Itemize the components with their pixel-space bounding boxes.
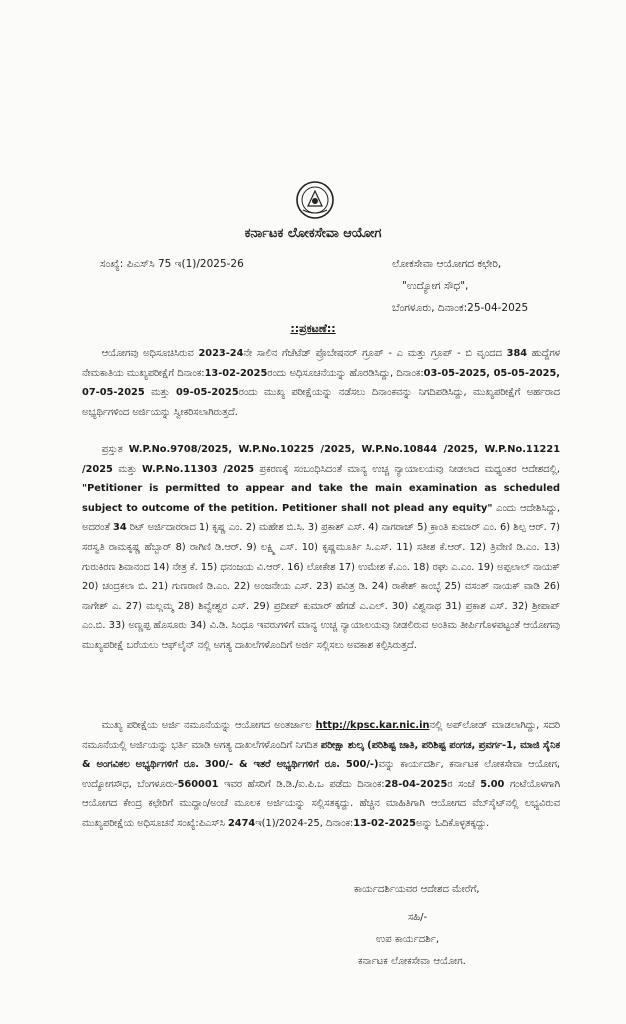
court-order-quote: "Petitioner is permitted to appear and take the main examination as scheduled subject to outcome of the petition. Petitioner shall not plead any equity" (82, 483, 560, 514)
org-title: ಕರ್ನಾಟಕ ಲೋಕಸೇವಾ ಆಯೋಗ (244, 226, 382, 241)
signature-designation: ಉಪ ಕಾರ್ಯದರ್ಶಿ, (376, 934, 440, 945)
exam-fee-details: ಪರೀಕ್ಷಾ ಶುಲ್ಕ (ಪರಿಶಿಷ್ಟ ಜಾತಿ, ಪರಿಶಿಷ್ಟ ಪಂಗಡ, ಪ್ರವರ್ಗ-1, ಮಾಜಿ ಸೈನಿಕ & ಅಂಗವಿಕಲ ಅಭ್ಯರ್ಥಿಗಳಿಗೆ ರೂ. 300/- & ಇತರೆ ಅಭ್ಯರ್ಥಿಗಳಿಗೆ ರೂ. 500/-) (82, 739, 560, 771)
signature-signed: ಸಹಿ/- (408, 912, 428, 923)
reference-number: ಸಂಖ್ಯೆ: ಪಿಎಸ್‌ಸಿ 75 ಇ(1)/2025-26 (100, 258, 244, 270)
notice-heading: ::ಪ್ರಕಟಣೆ:: (290, 322, 336, 335)
signature-order-line: ಕಾರ್ಯದರ್ಶಿಯವರ ಆದೇಶದ ಮೇರೆಗೆ, (354, 884, 480, 895)
date-line: ಬೆಂಗಳೂರು, ದಿನಾಂಕ:25-04-2025 (392, 302, 529, 314)
signature-organization: ಕರ್ನಾಟಕ ಲೋಕಸೇವಾ ಆಯೋಗ. (358, 956, 466, 967)
kpsc-website-link[interactable]: http://kpsc.kar.nic.in (315, 720, 430, 731)
office-address-line-1: ಲೋಕಸೇವಾ ಆಯೋಗದ ಕಛೇರಿ, (392, 258, 502, 270)
kpsc-emblem-icon (295, 180, 335, 220)
paragraph-exam-schedule: ಆಯೋಗವು ಅಧಿಸೂಚಿಸಿರುವ 2023-24ನೇ ಸಾಲಿನ ಗೆಜೆಟೆಡ್ ಪ್ರೊಬೇಷನರ್ ಗ್ರೂಪ್ - ಎ ಮತ್ತು ಗ್ರೂಪ್ - ಬಿ ವೃಂದದ 384 ಹುದ್ದೆಗಳ ನೇಮಕಾತಿಯ ಮುಖ್ಯಪರೀಕ್ಷೆಗೆ ದಿನಾಂಕ:13-02-2025ರಂದು ಅಧಿಸೂಚನೆಯನ್ನು ಹೊರಡಿಸಿದ್ದು, ದಿನಾಂಕ:03-05-2025, 05-05-2025, 07-05-2025 ಮತ್ತು 09-05-2025ರಂದು ಮುಖ್ಯ ಪರೀಕ್ಷೆಯನ್ನು ನಡೆಸಲು ದಿನಾಂಕವನ್ನು ನಿಗದಿಪಡಿಸಿದ್ದು, ಮುಖ್ಯಪರೀಕ್ಷೆಗೆ ಅರ್ಹರಾದ ಅಭ್ಯರ್ಥಿಗಳಿಂದ ಅರ್ಜಿಯನ್ನು ಸ್ವೀಕರಿಸಲಾಗಿರುತ್ತದೆ. (82, 348, 560, 418)
office-address-line-2: "ಉದ್ಯೋಗ ಸೌಧ", (402, 280, 469, 292)
paragraph-application-instructions: ಮುಖ್ಯ ಪರೀಕ್ಷೆಯ ಅರ್ಜಿ ನಮೂನೆಯನ್ನು ಆಯೋಗದ ಅಂತರ್ಜಾಲ http://kpsc.kar.nic.inನಲ್ಲಿ ಅಪ್‌ಲೋಡ್ ಮಾಡಲಾಗಿದ್ದು, ಸದರಿ ನಮೂನೆಯಲ್ಲಿ ಅರ್ಜಿಯನ್ನು ಭರ್ತಿ ಮಾಡಿ ಅಗತ್ಯ ದಾಖಲೆಗಳೊಂದಿಗೆ ನಿಗದಿತ ಪರೀಕ್ಷಾ ಶುಲ್ಕ (ಪರಿಶಿಷ್ಟ ಜಾತಿ, ಪರಿಶಿಷ್ಟ ಪಂಗಡ, ಪ್ರವರ್ಗ-1, ಮಾಜಿ ಸೈನಿಕ & ಅಂಗವಿಕಲ ಅಭ್ಯರ್ಥಿಗಳಿಗೆ ರೂ. 300/- & ಇತರೆ ಅಭ್ಯರ್ಥಿಗಳಿಗೆ ರೂ. 500/-)ವನ್ನು ಕಾರ್ಯದರ್ಶಿ, ಕರ್ನಾಟಕ ಲೋಕಸೇವಾ ಆಯೋಗ, ಉದ್ಯೋಗಸೌಧ, ಬೆಂಗಳೂರು-560001 ಇವರ ಹೆಸರಿಗೆ ಡಿ.ಡಿ./ಐ.ಪಿ.ಒ ಪಡೆದು ದಿನಾಂಕ:28-04-2025ರ ಸಂಜೆ 5.00 ಗಂಟೆಯೊಳಗಾಗಿ ಆಯೋಗದ ಕೇಂದ್ರ ಕಛೇರಿಗೆ ಮುದ್ದಾಂ/ಅಂಚೆ ಮೂಲಕ ಅರ್ಜಿಯನ್ನು ಸಲ್ಲಿಸತಕ್ಕದ್ದು. ಹೆಚ್ಚಿನ ಮಾಹಿತಿಗಾಗಿ ಆಯೋಗದ ವೆಬ್‌ಸೈಟ್‌ನಲ್ಲಿ ಲಭ್ಯವಿರುವ ಮುಖ್ಯಪರೀಕ್ಷೆಯ ಅಧಿಸೂಚನೆ ಸಂಖ್ಯೆ:ಪಿಎಸ್‌ಸಿ 2474ಇ(1)/2024-25, ದಿನಾಂಕ:13-02-2025ಅನ್ನು ಓದಿಕೊಳ್ಳತಕ್ಕದ್ದು. (82, 720, 560, 829)
paragraph-court-order: ಪ್ರಸ್ತುತ W.P.No.9708/2025, W.P.No.10225 /2025, W.P.No.10844 /2025, W.P.No.11221 /2025 ಮತ್ತು W.P.No.11303 /2025 ಪ್ರಕರಣಕ್ಕೆ ಸಂಬಂಧಿಸಿದಂತೆ ಮಾನ್ಯ ಉಚ್ಚ ನ್ಯಾಯಾಲಯವು ನೀಡಲಾದ ಮಧ್ಯಂತರ ಆದೇಶದಲ್ಲಿ, "Petitioner is permitted to appear and take the main examination as scheduled subject to outcome of the petition. Petitioner shall not plead any equity" ಎಂದು ಆದೇಶಿಸಿದ್ದು, ಅದರಂತೆ 34 ರಿಟ್ ಅರ್ಜಿದಾರರಾದ 1) ಕೃಷ್ಣ ಎಂ. 2) ಮಹೇಶ ಬಿ.ಸಿ. 3) ಪ್ರಕಾಶ್ ಎಸ್. 4) ನಾಗರಾಜ್ 5) ಕ್ರಾಂತಿ ಕುಮಾರ್ ಎಂ. 6) ಶಿಲ್ಪ ಆರ್. 7) ಸರಸ್ವತಿ ರಾಮಕೃಷ್ಣ ಹೆಬ್ಬಾರ್ 8) ರಾಗಿಣಿ ಡಿ.ಆರ್. 9) ಲಕ್ಷ್ಮಿ ಎಸ್. 10) ಕೃಷ್ಣಮೂರ್ತಿ ಸಿ.ಎಸ್. 11) ಸತೀಶ ಕೆ.ಆರ್. 12) ತ್ರಿವೇಣಿ ಡಿ.ಎಂ. 13) ಗುರುಕಿರಣ ಶಿವಾನಂದ 14) ನೇತ್ರ ಕೆ. 15) ಧನಂಜಯ ವಿ.ಆರ್. 16) ಲೋಕೇಶ 17) ಉಮೇಶ ಕೆ.ಎಂ. 18) ರಘು ಎ.ಎಂ. 19) ಅಪ್ಪಲಾಲ್ ನಾಯಕ್ 20) ಚಂದ್ರಕಲಾ ಬಿ. 21) ಗುಣರಾಣಿ ಡಿ.ಎಂ. 22) ಅಂಜನೇಯ ಎಸ್. 23) ಪವಿತ್ರ ಡಿ. 24) ರಾಕೇಶ್ ಕಾಂಬ್ಳೆ 25) ವಸಂತ್ ನಾಯಕ್ ವಾಡಿ 26) ನಾಗೇಶ್ ಎ. 27) ಮಲ್ಲಮ್ಮ 28) ಶಿವ್ವೇಶ್ವರ ಎಸ್. 29) ಪ್ರದೀಪ್ ಕುಮಾರ್ ಹೆಗಡೆ ಎ.ಎಲ್. 30) ವಿಶ್ವನಾಥ 31) ಪ್ರಕಾಶ ಎಸ್. 32) ಶ್ರೀಪಾಪ್ ಎಂ.ಬಿ. 33) ಅಣ್ಣಪ್ಪ ಹೊಸೂರು 34) ವಿ.ಡಿ. ಸಿಂಧೂ ಇವರುಗಳಿಗೆ ಮಾನ್ಯ ಉಚ್ಚ ನ್ಯಾಯಾಲಯವು ನೀಡಲಿರುವ ಅಂತಿಮ ತೀರ್ಪಿಗೊಳಪಟ್ಟಂತೆ ಆಯೋಗವು ಮುಖ್ಯಪರೀಕ್ಷೆ ಬರೆಯಲು ಆಫ್‌ಲೈನ್ ನಲ್ಲಿ ಅಗತ್ಯ ದಾಖಲೆಗಳೊಂದಿಗೆ ಅರ್ಜಿ ಸಲ್ಲಿಸಲು ಅವಕಾಶ ಕಲ್ಪಿಸಿರುತ್ತದೆ. (82, 444, 561, 651)
